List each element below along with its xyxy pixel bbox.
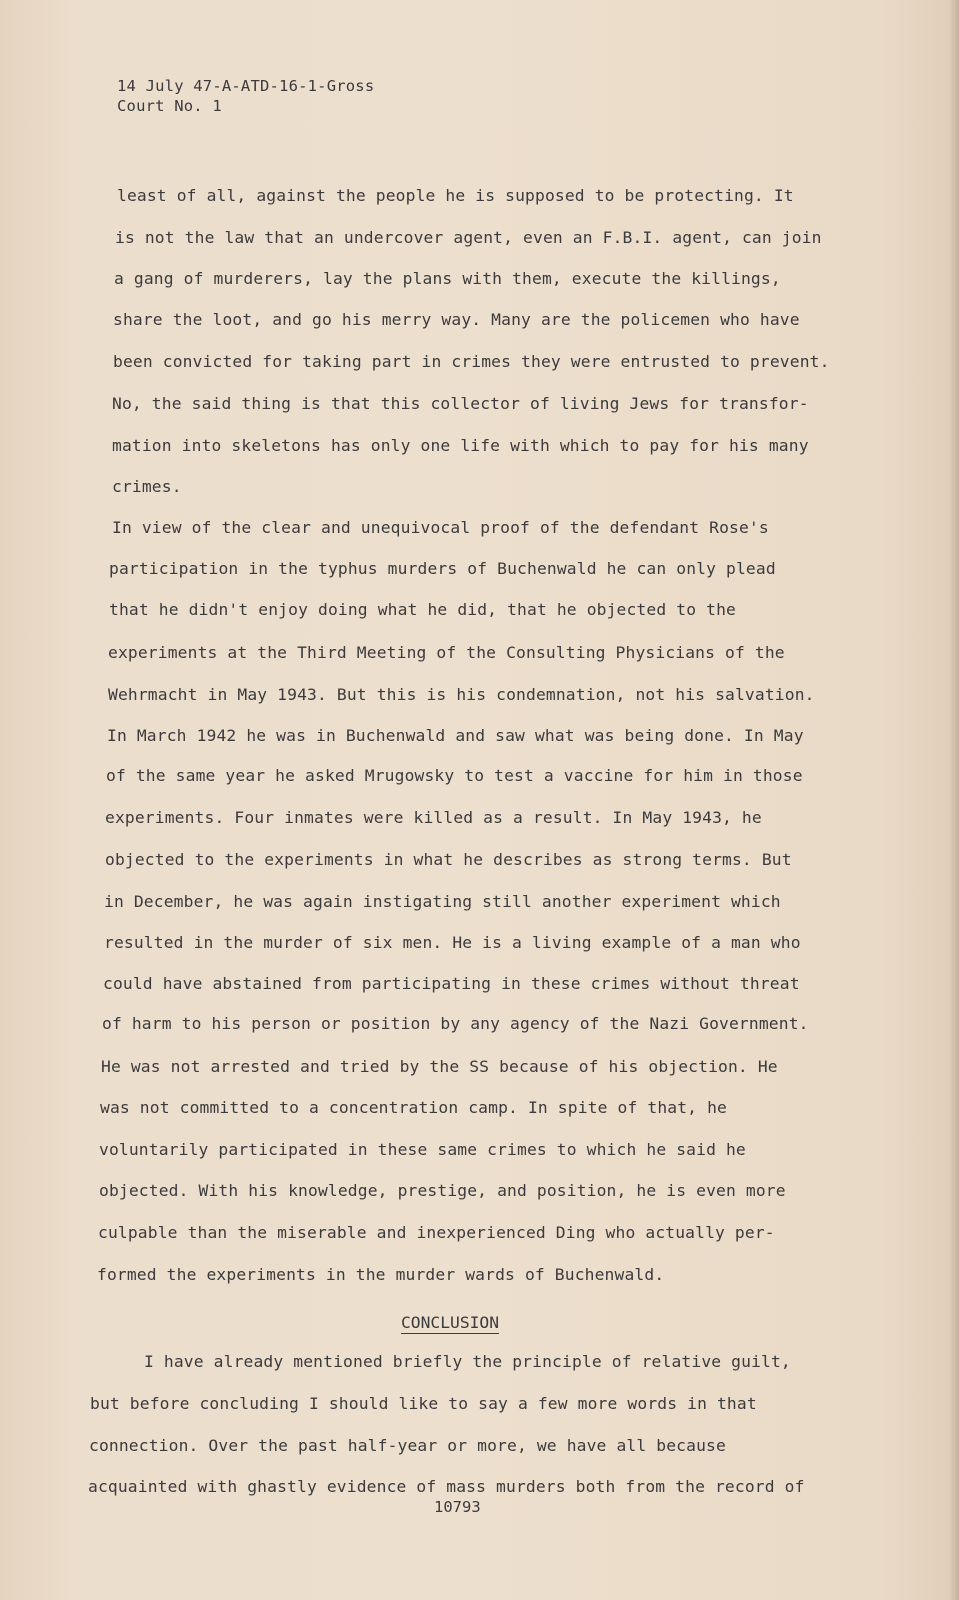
text-line: experiments. Four inmates were killed as a result. In May 1943, he [105, 808, 762, 827]
text-line: objected. With his knowledge, prestige, and position, he is even more [99, 1181, 786, 1200]
text-line: of the same year he asked Mrugowsky to test a vaccine for him in those [106, 766, 803, 785]
document-header [117, 76, 374, 116]
text-line: resulted in the murder of six men. He is a living example of a man who [104, 933, 801, 952]
text-line: participation in the typhus murders of Buchenwald he can only plead [109, 559, 776, 578]
header-court: Court No. 1 [117, 97, 222, 115]
text-line: voluntarily participated in these same crimes to which he said he [99, 1140, 746, 1159]
text-line: was not committed to a concentration camp. In spite of that, he [100, 1098, 727, 1117]
text-line: that he didn't enjoy doing what he did, that he objected to the [109, 600, 736, 619]
text-line: of harm to his person or position by any agency of the Nazi Government. [102, 1014, 809, 1033]
text-line: objected to the experiments in what he describes as strong terms. But [105, 850, 792, 869]
paper-edge-shadow [949, 0, 959, 1600]
text-line: mation into skeletons has only one life with which to pay for his many [112, 436, 809, 455]
text-line: I have already mentioned briefly the principle of relative guilt, [144, 1352, 791, 1371]
text-line: crimes. [112, 477, 182, 496]
text-line: No, the said thing is that this collector of living Jews for transfor- [112, 394, 809, 413]
text-line: been convicted for taking part in crimes they were entrusted to prevent. [113, 352, 830, 371]
text-line: culpable than the miserable and inexperienced Ding who actually per- [98, 1223, 775, 1242]
text-line: formed the experiments in the murder wards of Buchenwald. [97, 1265, 665, 1284]
text-line: connection. Over the past half-year or more, we have all because [89, 1436, 726, 1455]
text-line: least of all, against the people he is supposed to be protecting. It [117, 186, 794, 205]
text-line: Wehrmacht in May 1943. But this is his condemnation, not his salvation. [108, 685, 815, 704]
text-line: share the loot, and go his merry way. Many are the policemen who have [113, 310, 800, 329]
text-line: in December, he was again instigating still another experiment which [104, 892, 781, 911]
text-line: In March 1942 he was in Buchenwald and saw what was being done. In May [107, 726, 804, 745]
text-line: but before concluding I should like to say a few more words in that [90, 1394, 757, 1413]
text-line: experiments at the Third Meeting of the Consulting Physicians of the [108, 643, 785, 662]
text-line: a gang of murderers, lay the plans with them, execute the killings, [114, 269, 781, 288]
text-line: He was not arrested and tried by the SS because of his objection. He [101, 1057, 778, 1076]
section-heading: CONCLUSION [401, 1313, 500, 1332]
text-line: acquainted with ghastly evidence of mass murders both from the record of [88, 1477, 805, 1496]
text-line: could have abstained from participating in these crimes without threat [103, 974, 800, 993]
text-line: is not the law that an undercover agent, even an F.B.I. agent, can join [115, 228, 822, 247]
header-reference: 14 July 47-A-ATD-16-1-Gross [117, 77, 375, 95]
page-number: 10793 [434, 1498, 481, 1516]
text-line: In view of the clear and unequivocal proof of the defendant Rose's [112, 518, 769, 537]
